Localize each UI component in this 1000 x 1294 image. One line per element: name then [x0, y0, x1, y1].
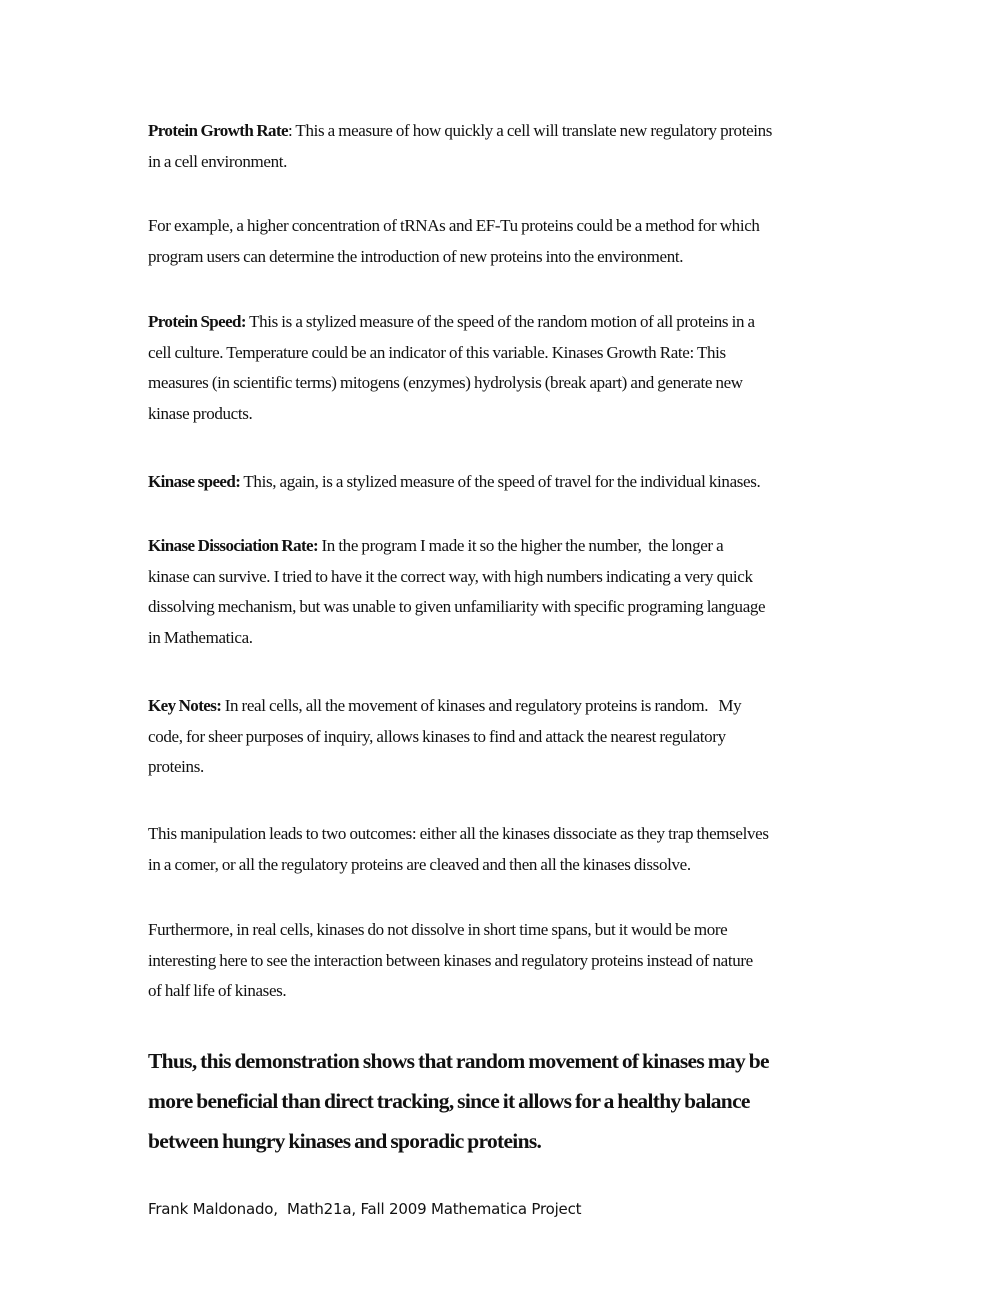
section-key-notes: [148, 691, 868, 783]
section-protein-growth-rate: [148, 116, 868, 177]
section-line: in Mathematica.: [148, 627, 253, 647]
section-label: Kinase Dissociation Rate:: [148, 536, 319, 555]
section-protein-speed: [148, 307, 868, 429]
section-line: Kinase speed: This, again, is a stylized measure of the speed of travel for the individual kinases.: [148, 472, 761, 491]
conclusion-line: Thus, this demonstration shows that random movement of kinases may be: [148, 1049, 769, 1073]
section-line: proteins.: [148, 757, 204, 776]
section-line: kinase can survive. I tried to have it the correct way, with high numbers indicating a very quick: [148, 566, 753, 586]
section-line: dissolving mechanism, but was unable to given unfamiliarity with specific programing language: [148, 597, 766, 616]
section-line: in a comer, or all the regulatory proteins are cleaved and then all the kinases dissolve.: [148, 854, 691, 874]
section-label: Key Notes:: [148, 696, 222, 715]
section-manipulation: [148, 819, 868, 880]
section-line: Protein Speed: This is a stylized measure of the speed of the random motion of all proteins in a: [148, 312, 755, 331]
section-line: program users can determine the introduction of new proteins into the environment.: [148, 246, 684, 266]
footer-credit: Frank Maldonado, Math21a, Fall 2009 Mathematica Project: [148, 1200, 582, 1218]
section-furthermore: [148, 915, 868, 1007]
section-line: For example, a higher concentration of tRNAs and EF-Tu proteins could be a method for which: [148, 216, 760, 235]
section-line: Kinase Dissociation Rate: In the program I made it so the higher the number, the longer a: [148, 536, 724, 555]
section-line: Key Notes: In real cells, all the movement of kinases and regulatory proteins is random. My: [148, 696, 742, 715]
section-line: cell culture. Temperature could be an indicator of this variable. Kinases Growth Rate: This: [148, 342, 726, 362]
section-line: kinase products.: [148, 403, 253, 423]
section-line: measures (in scientific terms) mitogens (enzymes) hydrolysis (break apart) and generate new: [148, 373, 743, 392]
section-line: Furthermore, in real cells, kinases do not dissolve in short time spans, but it would be more: [148, 920, 728, 939]
section-line: of half life of kinases.: [148, 981, 287, 1000]
section-label: Protein Growth Rate: [148, 121, 288, 140]
section-label: Kinase speed:: [148, 472, 241, 491]
section-label: Protein Speed:: [148, 312, 246, 331]
section-line: interesting here to see the interaction between kinases and regulatory proteins instead of nature: [148, 950, 753, 970]
section-kinase-dissociation-rate: [148, 531, 868, 653]
conclusion-line: more beneficial than direct tracking, since it allows for a healthy balance: [148, 1089, 750, 1113]
section-example: [148, 211, 868, 272]
section-line: This manipulation leads to two outcomes: either all the kinases dissociate as they trap themselves: [148, 824, 769, 843]
conclusion: [148, 1041, 868, 1161]
section-line: in a cell environment.: [148, 151, 288, 171]
section-line: Protein Growth Rate: This a measure of how quickly a cell will translate new regulatory proteins: [148, 121, 773, 140]
section-kinase-speed: [148, 467, 868, 498]
section-line: code, for sheer purposes of inquiry, allows kinases to find and attack the nearest regulatory: [148, 726, 726, 746]
conclusion-line: between hungry kinases and sporadic proteins.: [148, 1129, 542, 1153]
